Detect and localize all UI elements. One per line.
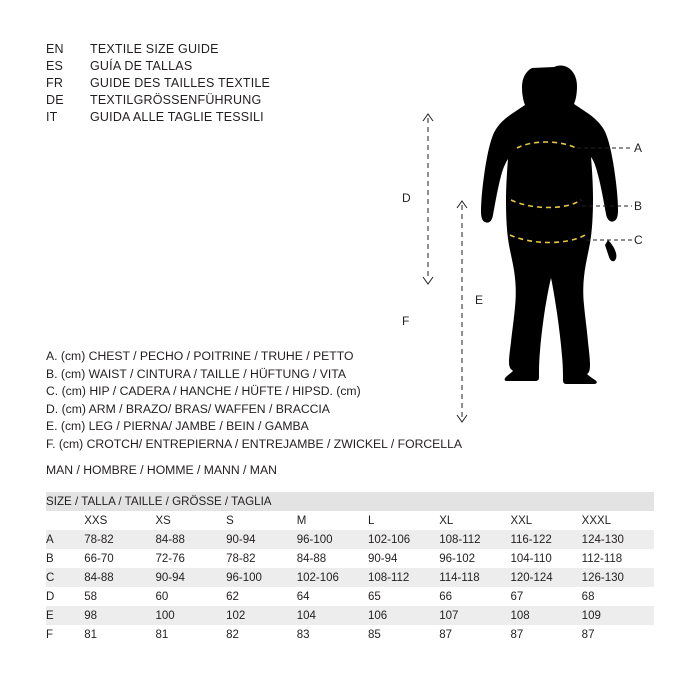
table-cell: 67 bbox=[510, 587, 581, 606]
language-row bbox=[46, 42, 376, 59]
table-cell: 96-100 bbox=[297, 530, 368, 549]
table-cell: 84-88 bbox=[84, 568, 155, 587]
table-cell: 116-122 bbox=[510, 530, 581, 549]
table-cell: 98 bbox=[84, 606, 155, 625]
marker-b-label: B bbox=[634, 199, 643, 213]
table-cell: 87 bbox=[439, 625, 510, 644]
table-cell: 81 bbox=[155, 625, 226, 644]
table-cell: 84-88 bbox=[155, 530, 226, 549]
table-cell: 82 bbox=[226, 625, 297, 644]
row-label: E bbox=[46, 606, 84, 625]
language-title-block bbox=[46, 42, 376, 127]
header-corner-cell bbox=[46, 511, 84, 530]
table-row bbox=[46, 568, 654, 587]
row-label: A bbox=[46, 530, 84, 549]
table-row bbox=[46, 549, 654, 568]
table-row bbox=[46, 625, 654, 644]
table-caption: SIZE / TALLA / TAILLE / GRÖSSE / TAGLIA bbox=[46, 492, 654, 511]
row-label: B bbox=[46, 549, 84, 568]
column-header: XXL bbox=[510, 511, 581, 530]
language-row bbox=[46, 76, 376, 93]
language-row bbox=[46, 93, 376, 110]
table-cell: 72-76 bbox=[155, 549, 226, 568]
man-silhouette-icon bbox=[481, 66, 618, 385]
table-cell: 106 bbox=[368, 606, 439, 625]
language-title: TEXTILE SIZE GUIDE bbox=[90, 42, 219, 56]
marker-a-label: A bbox=[634, 141, 643, 155]
table-cell: 108-112 bbox=[439, 530, 510, 549]
table-cell: 64 bbox=[297, 587, 368, 606]
table-cell: 90-94 bbox=[226, 530, 297, 549]
row-label: F bbox=[46, 625, 84, 644]
language-code: ES bbox=[46, 59, 64, 73]
language-row bbox=[46, 110, 376, 127]
legend-item: E. (cm) LEG / PIERNA/ JAMBE / BEIN / GAMBA bbox=[46, 419, 309, 433]
language-code: IT bbox=[46, 110, 58, 124]
table-cell: 102 bbox=[226, 606, 297, 625]
table-cell: 58 bbox=[84, 587, 155, 606]
table-cell: 85 bbox=[368, 625, 439, 644]
table-cell: 66-70 bbox=[84, 549, 155, 568]
language-row bbox=[46, 59, 376, 76]
table-cell: 62 bbox=[226, 587, 297, 606]
table-cell: 102-106 bbox=[368, 530, 439, 549]
table-cell: 114-118 bbox=[439, 568, 510, 587]
table-cell: 66 bbox=[439, 587, 510, 606]
table-header-row bbox=[46, 511, 654, 530]
marker-c-label: C bbox=[634, 233, 643, 247]
row-label: C bbox=[46, 568, 84, 587]
legend-note: MAN / HOMBRE / HOMME / MANN / MAN bbox=[46, 463, 277, 477]
measurement-legend bbox=[46, 349, 466, 454]
table-cell: 78-82 bbox=[226, 549, 297, 568]
column-header: XXXL bbox=[582, 511, 654, 530]
table-cell: 90-94 bbox=[368, 549, 439, 568]
language-code: FR bbox=[46, 76, 64, 90]
legend-item: D. (cm) ARM / BRAZO/ BRAS/ WAFFEN / BRACCIA bbox=[46, 401, 330, 416]
column-header: M bbox=[297, 511, 368, 530]
table-cell: 104-110 bbox=[510, 549, 581, 568]
column-header: XL bbox=[439, 511, 510, 530]
language-title: GUIDA ALLE TAGLIE TESSILI bbox=[90, 110, 264, 124]
table-cell: 102-106 bbox=[297, 568, 368, 587]
table-cell: 87 bbox=[582, 625, 654, 644]
row-label: D bbox=[46, 587, 84, 606]
marker-f-label: F bbox=[402, 314, 410, 328]
column-header: S bbox=[226, 511, 297, 530]
table-cell: 120-124 bbox=[510, 568, 581, 587]
table-cell: 78-82 bbox=[84, 530, 155, 549]
table-cell: 109 bbox=[582, 606, 654, 625]
table-cell: 84-88 bbox=[297, 549, 368, 568]
language-title: TEXTILGRÖSSENFÜHRUNG bbox=[90, 93, 262, 107]
table-cell: 108 bbox=[510, 606, 581, 625]
language-title: GUIDE DES TAILLES TEXTILE bbox=[90, 76, 271, 90]
table-cell: 68 bbox=[582, 587, 654, 606]
language-title: GUÍA DE TALLAS bbox=[90, 59, 193, 73]
table-cell: 81 bbox=[84, 625, 155, 644]
marker-e-label: E bbox=[475, 293, 484, 307]
column-header: XXS bbox=[84, 511, 155, 530]
table-cell: 100 bbox=[155, 606, 226, 625]
table-caption-row bbox=[46, 492, 654, 511]
table-cell: 108-112 bbox=[368, 568, 439, 587]
legend-item: B. (cm) WAIST / CINTURA / TAILLE / HÜFTUNG / VITA bbox=[46, 366, 346, 381]
table-row bbox=[46, 606, 654, 625]
table-row bbox=[46, 587, 654, 606]
dimension-d-line bbox=[423, 114, 433, 284]
legend-item: A. (cm) CHEST / PECHO / POITRINE / TRUHE / PETTO bbox=[46, 349, 354, 363]
marker-d-label: D bbox=[402, 191, 411, 205]
table-cell: 60 bbox=[155, 587, 226, 606]
table-cell: 96-100 bbox=[226, 568, 297, 587]
table-cell: 126-130 bbox=[582, 568, 654, 587]
table-cell: 112-118 bbox=[582, 549, 654, 568]
table-cell: 96-102 bbox=[439, 549, 510, 568]
table-cell: 65 bbox=[368, 587, 439, 606]
table-cell: 83 bbox=[297, 625, 368, 644]
table-cell: 124-130 bbox=[582, 530, 654, 549]
table-cell: 87 bbox=[510, 625, 581, 644]
column-header: L bbox=[368, 511, 439, 530]
legend-item: C. (cm) HIP / CADERA / HANCHE / HÜFTE / HIPSD. (cm) bbox=[46, 384, 361, 398]
table-cell: 104 bbox=[297, 606, 368, 625]
table-cell: 90-94 bbox=[155, 568, 226, 587]
column-header: XS bbox=[155, 511, 226, 530]
size-table-wrapper bbox=[46, 492, 654, 644]
size-table bbox=[46, 492, 654, 644]
table-row bbox=[46, 530, 654, 549]
language-code: DE bbox=[46, 93, 64, 107]
legend-item: F. (cm) CROTCH/ ENTREPIERNA / ENTREJAMBE / ZWICKEL / FORCELLA bbox=[46, 436, 462, 451]
table-cell: 107 bbox=[439, 606, 510, 625]
language-code: EN bbox=[46, 42, 64, 56]
